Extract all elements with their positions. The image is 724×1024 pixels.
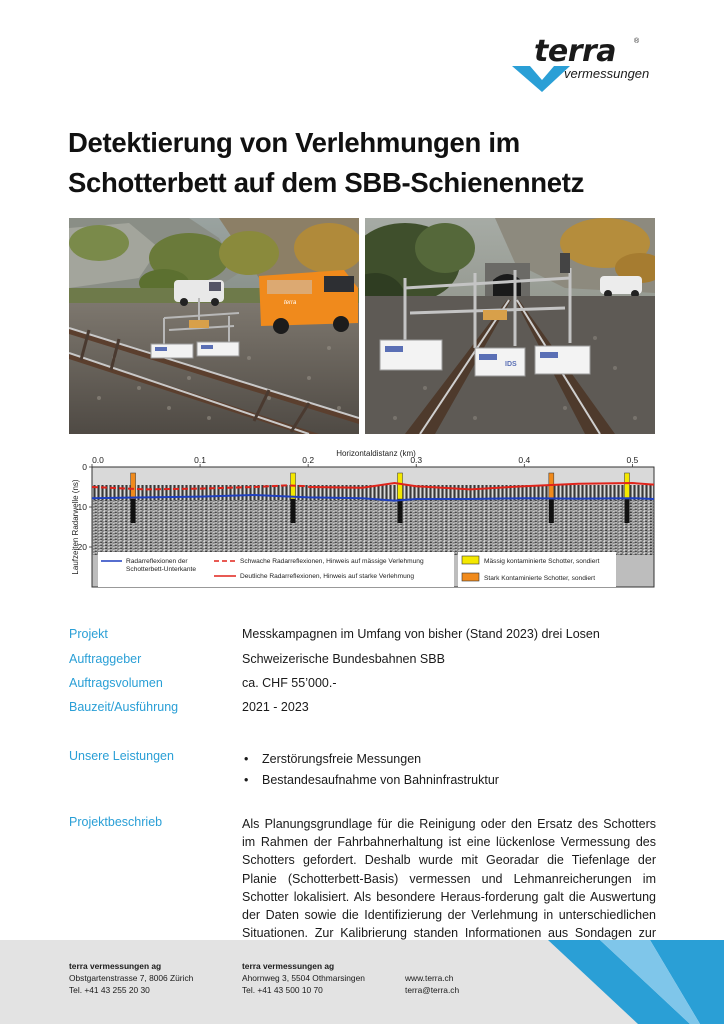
- list-item: • Bestandesaufnahme von Bahninfrastruktur: [242, 770, 499, 791]
- footer-company-1: terra vermessungen ag: [69, 961, 162, 971]
- legend-label-1a: Radarreflexionen der: [126, 558, 188, 565]
- logo-brand: terra: [534, 34, 617, 69]
- legend-label-1b: Schotterbett-Unterkante: [126, 566, 197, 573]
- projektbeschrieb-label: Projektbeschrieb: [69, 815, 163, 829]
- chart-title: Horizontaldistanz (km): [336, 449, 416, 458]
- legend-label-4: Mässig kontaminierte Schotter, sondiert: [484, 558, 600, 565]
- footer-web-link[interactable]: www.terra.ch: [405, 973, 454, 983]
- sounding-marker-bottom: [549, 499, 554, 523]
- auftraggeber-label: Auftraggeber: [69, 652, 142, 666]
- footer-phone-1: Tel. +41 43 255 20 30: [69, 985, 150, 995]
- photo-georadar-cart-with-van: [69, 218, 359, 434]
- footer-company-2: terra vermessungen ag: [242, 961, 335, 971]
- footer-address-2: Ahornweg 3, 5504 Othmarsingen: [242, 973, 365, 983]
- bauzeit-label: Bauzeit/Ausführung: [69, 700, 179, 714]
- chart-legend: [98, 552, 616, 587]
- footer-contact: [405, 972, 459, 996]
- y-tick-label: 20: [77, 542, 87, 552]
- sounding-marker-bottom: [291, 499, 296, 523]
- ids-box-text: IDS: [505, 361, 517, 368]
- x-tick-label: 0.0: [92, 455, 104, 465]
- leistungen-list: [242, 749, 499, 791]
- footer-email-link[interactable]: terra@terra.ch: [405, 985, 460, 995]
- logo-registered: ®: [634, 38, 640, 45]
- x-tick-label: 0.5: [626, 455, 639, 465]
- sounding-marker-bottom: [624, 499, 629, 523]
- legend-label-2: Schwache Radarreflexionen, Hinweis auf mässige Verlehmung: [240, 558, 424, 565]
- photo-georadar-cart-tunnel: [365, 218, 655, 434]
- bauzeit-value: 2021 - 2023: [242, 700, 309, 714]
- footer-address-1: Obstgartenstrasse 7, 8006 Zürich: [69, 973, 194, 983]
- projekt-value: Messkampagnen im Umfang von bisher (Stand 2023) drei Losen: [242, 627, 600, 641]
- sounding-marker-bottom: [398, 499, 403, 523]
- auftraggeber-value: Schweizerische Bundesbahnen SBB: [242, 652, 445, 666]
- van-logo-text: terra: [284, 300, 297, 306]
- legend-swatch-orange: [462, 573, 479, 581]
- y-tick-label: 10: [77, 502, 87, 512]
- sounding-marker-top: [624, 473, 629, 499]
- legend-swatch-yellow: [462, 556, 479, 564]
- projekt-label: Projekt: [69, 627, 108, 641]
- auftragsvolumen-value: ca. CHF 55’000.-: [242, 676, 337, 690]
- footer-office-othmarsingen: [242, 960, 365, 996]
- logo-subtitle: vermessungen: [564, 66, 650, 81]
- projektbeschrieb-text: Als Planungsgrundlage für die Reinigung oder den Ersatz des Schotters im Rahmen der Fahrbahnerhaltung ist eine lückenlose Vermessung des Schotters gefordert. Deshalb wurde mit Georadar die Tiefenlage der Planie (Schotterbett-Basis) vermessen und Lehmanreicherungen im Schotter lokalisiert. Als besondere Heraus-forderung galt die Auswertung der Daten sowie die Identifizierung der Verlehmung in unterschiedlichen Situationen. Zur Kalibrierung standen Informationen aus Sondagen zur: [242, 817, 656, 941]
- y-tick-label: 0: [82, 462, 87, 472]
- page-title: [68, 123, 668, 203]
- legend-label-3: Deutliche Radarreflexionen, Hinweis auf starke Verlehmung: [240, 573, 415, 580]
- x-tick-label: 0.2: [302, 455, 315, 465]
- x-tick-label: 0.4: [518, 455, 531, 465]
- auftragsvolumen-label: Auftragsvolumen: [69, 676, 163, 690]
- leistungen-label: Unsere Leistungen: [69, 749, 174, 763]
- chart-ylabel: Laufzeiten Radarwelle (ns): [71, 479, 80, 575]
- legend-label-5: Stark Kontaminierte Schotter, sondiert: [484, 575, 596, 582]
- x-tick-label: 0.1: [194, 455, 206, 465]
- terra-logo: [512, 34, 662, 94]
- sounding-marker-top: [131, 473, 136, 499]
- list-item: • Zerstörungsfreie Messungen: [242, 749, 499, 770]
- title-line-1: Detektierung von Verlehmungen im: [68, 127, 520, 158]
- footer-phone-2: Tel. +41 43 500 10 70: [242, 985, 323, 995]
- footer-office-zurich: [69, 960, 193, 996]
- title-line-2: Schotterbett auf dem SBB-Schienennetz: [68, 167, 585, 198]
- x-tick-label: 0.3: [410, 455, 423, 465]
- sounding-marker-bottom: [131, 499, 136, 523]
- radargram-chart: [68, 445, 656, 591]
- sounding-marker-top: [398, 473, 403, 499]
